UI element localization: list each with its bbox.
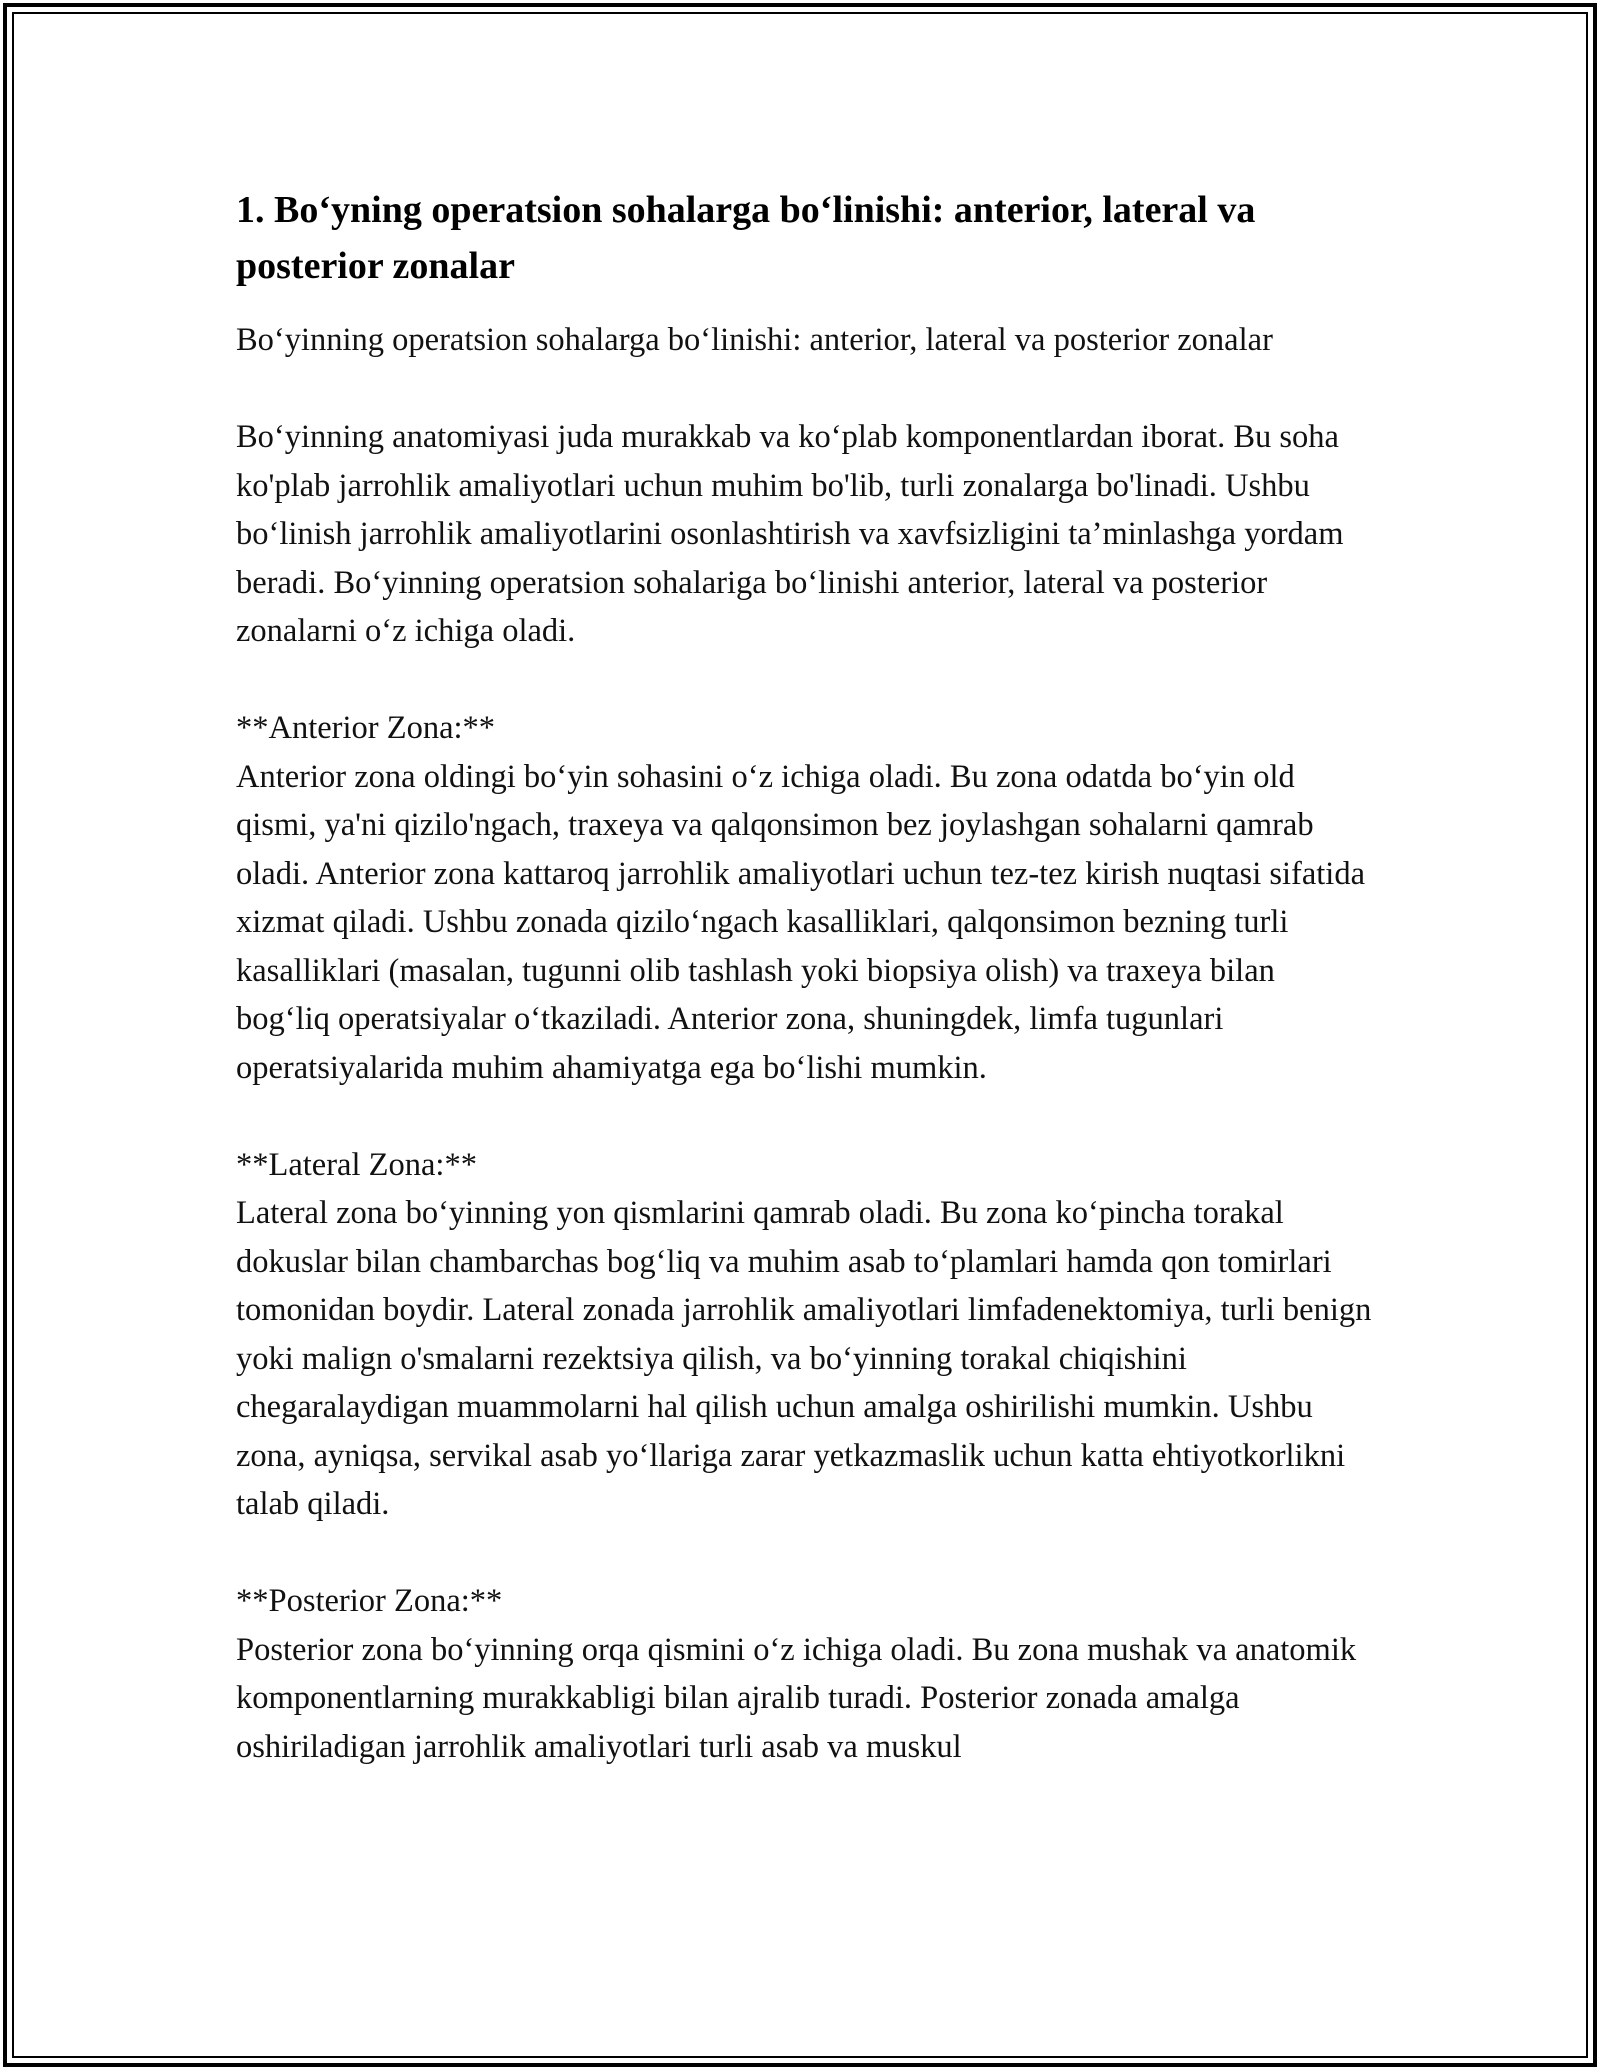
section-posterior [236, 1577, 1376, 1771]
intro-paragraph: Bo‘yinning anatomiyasi juda murakkab va ko‘plab komponentlardan iborat. Bu soha ko'plab jarrohlik amaliyotlari uchun muhim bo'lib, turli zonalarga bo'linadi. Ushbu bo‘linish jarrohlik amaliyotlarini osonlashtirish va xavfsizligini ta’minlashga yordam beradi. Bo‘yinning operatsion sohalariga bo‘linishi anterior, lateral va posterior zonalarni o‘z ichiga oladi. [236, 419, 1344, 649]
document-page [236, 182, 1376, 1771]
section-body-anterior: Anterior zona oldingi bo‘yin sohasini o‘z ichiga oladi. Bu zona odatda bo‘yin old qismi, ya'ni qizilo'ngach, traxeya va qalqonsimon bez joylashgan sohalarni qamrab oladi. Anterior zona kattaroq jarrohlik amaliyotlari uchun tez-tez kirish nuqtasi sifatida xizmat qiladi. Ushbu zonada qizilo‘ngach kasalliklari, qalqonsimon bezning turli kasalliklari (masalan, tugunni olib tashlash yoki biopsiya olish) va traxeya bilan bog‘liq operatsiyalar o‘tkaziladi. Anterior zona, shuningdek, limfa tugunlari operatsiyalarida muhim ahamiyatga ega bo‘lishi mumkin. [236, 758, 1366, 1086]
section-heading-anterior: **Anterior Zona:** [236, 710, 496, 746]
section-heading-posterior: **Posterior Zona:** [236, 1583, 503, 1619]
document-subtitle: Bo‘yinning operatsion sohalarga bo‘linishi: anterior, lateral va posterior zonalar [236, 322, 1273, 358]
document-title: 1. Bo‘yning operatsion sohalarga bo‘linishi: anterior, lateral va posterior zonalar [236, 189, 1256, 287]
section-anterior [236, 704, 1376, 1092]
section-body-lateral: Lateral zona bo‘yinning yon qismlarini qamrab oladi. Bu zona ko‘pincha torakal dokuslar bilan chambarchas bog‘liq va muhim asab to‘plamlari hamda qon tomirlari tomonidan boydir. Lateral zonada jarrohlik amaliyotlari limfadenektomiya, turli benign yoki malign o'smalarni rezektsiya qilish, va bo‘yinning torakal chiqishini chegaralaydigan muammolarni hal qilish uchun amalga oshirilishi mumkin. Ushbu zona, ayniqsa, servikal asab yo‘llariga zarar yetkazmaslik uchun katta ehtiyotkorlikni talab qiladi. [236, 1195, 1372, 1522]
section-heading-lateral: **Lateral Zona:** [236, 1146, 477, 1183]
section-body-posterior: Posterior zona bo‘yinning orqa qismini o‘z ichiga oladi. Bu zona mushak va anatomik komponentlarning murakkabligi bilan ajralib turadi. Posterior zonada amalga oshiriladigan jarrohlik amaliyotlari turli asab va muskul [236, 1631, 1357, 1765]
section-lateral [236, 1141, 1376, 1529]
